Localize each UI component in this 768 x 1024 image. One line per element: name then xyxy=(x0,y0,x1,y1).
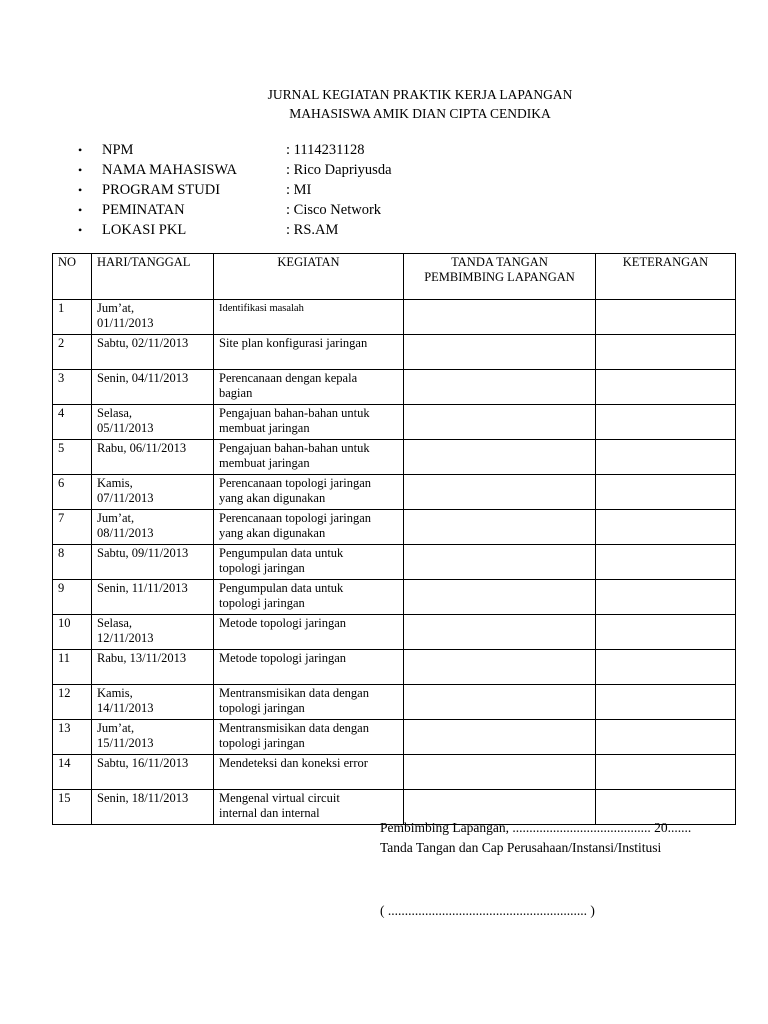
cell-date xyxy=(92,615,214,650)
cell-remarks[interactable] xyxy=(596,475,736,510)
activity-log-table xyxy=(52,253,736,825)
cell-no: 13 xyxy=(53,720,92,755)
column-header-no: NO xyxy=(53,254,92,300)
date-line-1: Sabtu, 16/11/2013 xyxy=(97,756,189,770)
cell-no: 10 xyxy=(53,615,92,650)
cell-activity xyxy=(214,580,404,615)
activity-line-1: Pengumpulan data untuk xyxy=(219,546,344,560)
table-row xyxy=(53,580,736,615)
activity-line-2: membuat jaringan xyxy=(219,456,310,470)
date-line-1: Jum’at, xyxy=(97,301,135,315)
activity-line-1: Metode topologi jaringan xyxy=(219,616,347,630)
table-row xyxy=(53,545,736,580)
info-label: NAMA MAHASISWA xyxy=(102,162,237,178)
date-line-1: Senin, 18/11/2013 xyxy=(97,791,189,805)
table-row xyxy=(53,475,736,510)
cell-remarks[interactable] xyxy=(596,405,736,440)
activity-line-1: Site plan konfigurasi jaringan xyxy=(219,336,368,350)
cell-no: 2 xyxy=(53,335,92,370)
activity-line-1: Pengumpulan data untuk xyxy=(219,581,344,595)
table-row xyxy=(53,335,736,370)
cell-date xyxy=(92,370,214,405)
table-row xyxy=(53,405,736,440)
activity-line-2: topologi jaringan xyxy=(219,701,305,715)
info-row-npm xyxy=(78,140,392,160)
cell-no: 3 xyxy=(53,370,92,405)
cell-activity xyxy=(214,335,404,370)
activity-line-1: Mendeteksi dan koneksi error xyxy=(219,756,368,770)
table-row xyxy=(53,300,736,335)
cell-remarks[interactable] xyxy=(596,615,736,650)
cell-no: 14 xyxy=(53,755,92,790)
date-line-2: 14/11/2013 xyxy=(97,701,154,715)
date-line-2: 12/11/2013 xyxy=(97,631,154,645)
cell-no: 12 xyxy=(53,685,92,720)
info-value: : 1114231128 xyxy=(286,142,365,158)
info-value: : RS.AM xyxy=(286,222,339,238)
cell-signature[interactable] xyxy=(404,685,596,720)
cell-date xyxy=(92,475,214,510)
cell-signature[interactable] xyxy=(404,615,596,650)
info-row-study-program xyxy=(78,180,392,200)
column-header-date: HARI/TANGGAL xyxy=(92,254,214,300)
stamp-line: Tanda Tangan dan Cap Perusahaan/Instansi/Institusi xyxy=(380,840,662,855)
column-header-activity: KEGIATAN xyxy=(214,254,404,300)
cell-activity xyxy=(214,755,404,790)
cell-date xyxy=(92,685,214,720)
signature-header-line-2: PEMBIMBING LAPANGAN xyxy=(424,270,575,284)
cell-remarks[interactable] xyxy=(596,720,736,755)
bullet-icon: • xyxy=(78,163,83,177)
cell-no: 4 xyxy=(53,405,92,440)
bullet-icon: • xyxy=(78,183,83,197)
info-value: : Cisco Network xyxy=(286,202,382,218)
table-row xyxy=(53,685,736,720)
activity-line-1: Mengenal virtual circuit xyxy=(219,791,340,805)
cell-date xyxy=(92,545,214,580)
cell-date xyxy=(92,650,214,685)
date-line-1: Selasa, xyxy=(97,616,133,630)
table-row xyxy=(53,370,736,405)
table-row xyxy=(53,615,736,650)
activity-line-1: Pengajuan bahan-bahan untuk xyxy=(219,406,370,420)
cell-signature[interactable] xyxy=(404,335,596,370)
table-header-row xyxy=(53,254,736,300)
table-row xyxy=(53,650,736,685)
cell-remarks[interactable] xyxy=(596,650,736,685)
supervisor-line: Pembimbing Lapangan, ......................................... 20....... xyxy=(380,820,692,835)
cell-signature[interactable] xyxy=(404,580,596,615)
date-line-1: Rabu, 13/11/2013 xyxy=(97,651,187,665)
cell-no: 7 xyxy=(53,510,92,545)
cell-activity xyxy=(214,650,404,685)
info-value: : Rico Dapriyusda xyxy=(286,162,392,178)
cell-signature[interactable] xyxy=(404,440,596,475)
bullet-icon: • xyxy=(78,223,83,237)
table-row xyxy=(53,755,736,790)
cell-signature[interactable] xyxy=(404,755,596,790)
activity-line-2: bagian xyxy=(219,386,253,400)
date-line-1: Kamis, xyxy=(97,476,133,490)
cell-signature[interactable] xyxy=(404,405,596,440)
cell-date xyxy=(92,300,214,335)
info-label: PEMINATAN xyxy=(102,202,185,218)
activity-line-2: topologi jaringan xyxy=(219,736,305,750)
cell-date xyxy=(92,790,214,825)
cell-activity xyxy=(214,370,404,405)
date-line-1: Senin, 11/11/2013 xyxy=(97,581,188,595)
cell-remarks[interactable] xyxy=(596,440,736,475)
signature-placeholder: ( ........................................................... ) xyxy=(380,903,595,918)
date-line-1: Senin, 04/11/2013 xyxy=(97,371,189,385)
activity-line-2: topologi jaringan xyxy=(219,596,305,610)
cell-signature[interactable] xyxy=(404,650,596,685)
cell-activity xyxy=(214,300,404,335)
table-row xyxy=(53,440,736,475)
cell-signature[interactable] xyxy=(404,475,596,510)
cell-date xyxy=(92,755,214,790)
date-line-2: 07/11/2013 xyxy=(97,491,154,505)
activity-line-1: Perencanaan dengan kepala xyxy=(219,371,358,385)
cell-no: 8 xyxy=(53,545,92,580)
info-value: : MI xyxy=(286,182,312,198)
activity-line-1: Pengajuan bahan-bahan untuk xyxy=(219,441,370,455)
cell-remarks[interactable] xyxy=(596,545,736,580)
date-line-1: Jum’at, xyxy=(97,721,135,735)
cell-date xyxy=(92,440,214,475)
cell-remarks[interactable] xyxy=(596,755,736,790)
date-line-1: Jum’at, xyxy=(97,511,135,525)
cell-activity xyxy=(214,440,404,475)
cell-remarks[interactable] xyxy=(596,300,736,335)
cell-activity xyxy=(214,475,404,510)
cell-date xyxy=(92,580,214,615)
cell-remarks[interactable] xyxy=(596,335,736,370)
document-title-line-1: JURNAL KEGIATAN PRAKTIK KERJA LAPANGAN xyxy=(267,87,573,102)
cell-date xyxy=(92,720,214,755)
table-row xyxy=(53,720,736,755)
info-label: NPM xyxy=(102,142,134,158)
date-line-1: Sabtu, 09/11/2013 xyxy=(97,546,189,560)
column-header-signature xyxy=(404,254,596,300)
date-line-1: Kamis, xyxy=(97,686,133,700)
date-line-2: 08/11/2013 xyxy=(97,526,154,540)
table-row xyxy=(53,510,736,545)
cell-signature[interactable] xyxy=(404,720,596,755)
cell-signature[interactable] xyxy=(404,300,596,335)
signature-header-line-1: TANDA TANGAN xyxy=(451,255,548,269)
activity-line-2: yang akan digunakan xyxy=(219,526,326,540)
cell-no: 5 xyxy=(53,440,92,475)
activity-line-1: Perencanaan topologi jaringan xyxy=(219,511,372,525)
info-row-student-name xyxy=(78,160,392,180)
column-header-remarks: KETERANGAN xyxy=(596,254,736,300)
activity-line-1: Mentransmisikan data dengan xyxy=(219,721,369,735)
activity-line-1: Mentransmisikan data dengan xyxy=(219,686,369,700)
info-row-location xyxy=(78,220,392,240)
cell-activity xyxy=(214,510,404,545)
activity-line-2: topologi jaringan xyxy=(219,561,305,575)
cell-activity xyxy=(214,405,404,440)
cell-activity xyxy=(214,615,404,650)
info-row-specialization xyxy=(78,200,392,220)
activity-line-1: Identifikasi masalah xyxy=(219,303,304,314)
document-title-line-2: MAHASISWA AMIK DIAN CIPTA CENDIKA xyxy=(289,106,551,121)
bullet-icon: • xyxy=(78,143,83,157)
cell-signature[interactable] xyxy=(404,510,596,545)
cell-remarks[interactable] xyxy=(596,510,736,545)
info-label: PROGRAM STUDI xyxy=(102,182,221,198)
date-line-1: Selasa, xyxy=(97,406,133,420)
date-line-2: 15/11/2013 xyxy=(97,736,154,750)
activity-line-2: internal dan internal xyxy=(219,806,320,820)
activity-line-2: yang akan digunakan xyxy=(219,491,326,505)
cell-signature[interactable] xyxy=(404,370,596,405)
activity-line-1: Metode topologi jaringan xyxy=(219,651,347,665)
date-line-1: Rabu, 06/11/2013 xyxy=(97,441,187,455)
cell-activity xyxy=(214,545,404,580)
cell-date xyxy=(92,510,214,545)
date-line-2: 05/11/2013 xyxy=(97,421,154,435)
cell-no: 11 xyxy=(53,650,92,685)
info-label: LOKASI PKL xyxy=(102,222,187,238)
activity-line-1: Perencanaan topologi jaringan xyxy=(219,476,372,490)
activity-line-2: membuat jaringan xyxy=(219,421,310,435)
cell-remarks[interactable] xyxy=(596,370,736,405)
cell-signature[interactable] xyxy=(404,545,596,580)
cell-activity xyxy=(214,720,404,755)
date-line-2: 01/11/2013 xyxy=(97,316,154,330)
cell-no: 1 xyxy=(53,300,92,335)
cell-no: 6 xyxy=(53,475,92,510)
date-line-1: Sabtu, 02/11/2013 xyxy=(97,336,189,350)
student-info-list xyxy=(78,140,392,240)
cell-date xyxy=(92,335,214,370)
cell-no: 15 xyxy=(53,790,92,825)
cell-remarks[interactable] xyxy=(596,580,736,615)
cell-remarks[interactable] xyxy=(596,685,736,720)
bullet-icon: • xyxy=(78,203,83,217)
cell-activity xyxy=(214,790,404,825)
cell-activity xyxy=(214,685,404,720)
cell-no: 9 xyxy=(53,580,92,615)
cell-date xyxy=(92,405,214,440)
